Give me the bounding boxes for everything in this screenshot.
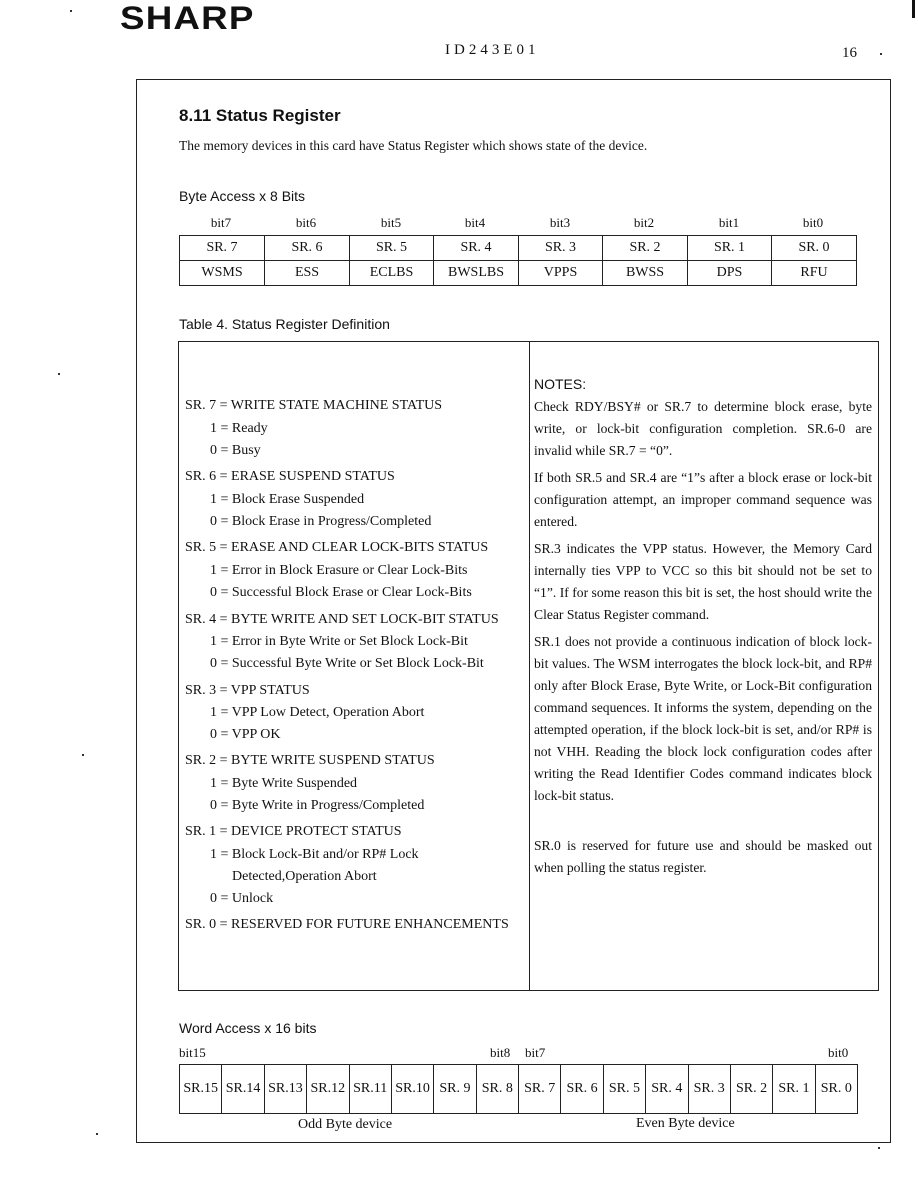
bit7-label: bit7	[525, 1045, 546, 1060]
definition-line: SR. 1 = DEVICE PROTECT STATUS	[185, 824, 402, 839]
register-cell: SR. 7	[180, 236, 265, 261]
word-register-cell: SR. 0	[815, 1065, 857, 1114]
definition-line: SR. 6 = ERASE SUSPEND STATUS	[185, 469, 395, 484]
odd-byte-label: Odd Byte device	[298, 1117, 393, 1132]
notes-title: NOTES:	[534, 376, 587, 392]
word-register-cell: SR. 7	[519, 1065, 561, 1114]
word-register-cell: SR.14	[222, 1065, 264, 1114]
definition-line: 0 = Successful Byte Write or Set Block Lock-Bit	[210, 656, 484, 671]
register-cell: SR. 5	[350, 236, 434, 261]
document-id: ID243E01	[445, 42, 540, 58]
word-register-cell: SR.12	[307, 1065, 349, 1114]
word-register-table	[179, 1064, 858, 1114]
register-name-cell: VPPS	[519, 261, 603, 286]
register-name-cell: ESS	[265, 261, 350, 286]
definition-line: 0 = Successful Block Erase or Clear Lock-Bits	[210, 585, 472, 600]
sharp-logo: SHARP	[120, 0, 255, 36]
section-title: 8.11 Status Register	[179, 106, 341, 125]
word-register-cell: SR.15	[180, 1065, 222, 1114]
definition-line: 0 = Byte Write in Progress/Completed	[210, 798, 425, 813]
definition-line: 0 = Busy	[210, 443, 261, 458]
register-name-cell: DPS	[688, 261, 772, 286]
word-register-cell: SR. 9	[434, 1065, 476, 1114]
scan-speck	[70, 10, 72, 12]
scan-speck	[82, 754, 84, 756]
table4-caption: Table 4. Status Register Definition	[179, 316, 390, 332]
definition-line: 0 = Block Erase in Progress/Completed	[210, 514, 432, 529]
word-register-cell: SR.10	[391, 1065, 433, 1114]
register-name-cell: BWSS	[603, 261, 688, 286]
note-paragraph: SR.1 does not provide a continuous indication of block lock-bit values. The WSM interrogates the block lock-bit, and RP# only after Block Erase, Byte Write, or Lock-Bit configuration command sequences. It informs the system, depending on the attempted operation, if the block lock-bit is set, and/or RP# is not VHH. Reading the block lock configuration codes after writing the Read Identifier Codes command indicates block lock-bit status.	[534, 634, 872, 803]
register-cell: SR. 4	[434, 236, 519, 261]
register-cell: SR. 6	[265, 236, 350, 261]
word-register-cell: SR. 4	[646, 1065, 688, 1114]
definition-line: SR. 3 = VPP STATUS	[185, 683, 310, 698]
register-name-cell: ECLBS	[350, 261, 434, 286]
word-register-cell: SR.13	[264, 1065, 306, 1114]
definition-line: 1 = Byte Write Suspended	[210, 776, 358, 791]
definition-line: 1 = VPP Low Detect, Operation Abort	[210, 705, 425, 720]
register-cell: SR. 2	[603, 236, 688, 261]
register-cell: SR. 3	[519, 236, 603, 261]
definition-line: SR. 4 = BYTE WRITE AND SET LOCK-BIT STATUS	[185, 612, 499, 627]
word-register-cell: SR. 3	[688, 1065, 730, 1114]
word-register-cell: SR. 6	[561, 1065, 603, 1114]
register-name-cell: BWSLBS	[434, 261, 519, 286]
register-name-cell: WSMS	[180, 261, 265, 286]
note-paragraph: If both SR.5 and SR.4 are “1”s after a block erase or lock-bit configuration attempt, an improper command sequence was entered.	[534, 470, 872, 529]
bit8-label: bit8	[490, 1045, 511, 1060]
register-name-cell: RFU	[772, 261, 857, 286]
byte-access-label: Byte Access x 8 Bits	[179, 188, 306, 204]
section-intro: The memory devices in this card have Status Register which shows state of the device.	[179, 138, 648, 153]
bit15-label: bit15	[179, 1045, 206, 1060]
definition-line: 1 = Ready	[210, 421, 268, 436]
definition-line: SR. 7 = WRITE STATE MACHINE STATUS	[185, 398, 443, 413]
definition-line: 1 = Block Erase Suspended	[210, 492, 365, 507]
bit-label: bit6	[295, 215, 317, 230]
bit0-label: bit0	[828, 1045, 849, 1060]
word-register-cell: SR.11	[349, 1065, 391, 1114]
bit-label: bit3	[549, 215, 571, 230]
note-paragraph: SR.0 is reserved for future use and should be masked out when polling the status register.	[534, 838, 872, 875]
bit-label: bit5	[380, 215, 402, 230]
definition-line: Detected,Operation Abort	[232, 869, 377, 884]
scan-speck	[878, 1147, 880, 1149]
bit-label: bit7	[210, 215, 232, 230]
even-byte-label: Even Byte device	[636, 1116, 735, 1131]
byte-register-table	[179, 235, 857, 286]
definition-line: SR. 0 = RESERVED FOR FUTURE ENHANCEMENTS	[185, 917, 509, 932]
word-access-label: Word Access x 16 bits	[179, 1020, 317, 1036]
word-register-cell: SR. 1	[773, 1065, 815, 1114]
definition-line: 1 = Block Lock-Bit and/or RP# Lock	[210, 847, 419, 862]
definition-line: 0 = Unlock	[210, 891, 274, 906]
bit-label: bit1	[718, 215, 740, 230]
page-number: 16	[842, 45, 857, 61]
scan-speck	[96, 1133, 98, 1135]
definition-line: SR. 5 = ERASE AND CLEAR LOCK-BITS STATUS	[185, 540, 489, 555]
register-cell: SR. 0	[772, 236, 857, 261]
note-paragraph: SR.3 indicates the VPP status. However, the Memory Card internally ties VPP to VCC so this bit should not be set to “1”. If for some reason this bit is set, the host should write the Clear Status Register command.	[534, 541, 872, 622]
bit-label: bit0	[802, 215, 824, 230]
word-register-cell: SR. 8	[476, 1065, 518, 1114]
word-register-cell: SR. 5	[603, 1065, 645, 1114]
scan-edge-mark	[912, 0, 915, 18]
definition-line: 0 = VPP OK	[210, 727, 281, 742]
bit-label: bit2	[633, 215, 655, 230]
word-register-cell: SR. 2	[730, 1065, 772, 1114]
register-cell: SR. 1	[688, 236, 772, 261]
definition-line: SR. 2 = BYTE WRITE SUSPEND STATUS	[185, 753, 435, 768]
definition-line: 1 = Error in Block Erasure or Clear Lock-Bits	[210, 563, 468, 578]
note-paragraph: Check RDY/BSY# or SR.7 to determine block erase, byte write, or lock-bit configuration completion. SR.6-0 are invalid while SR.7 = “0”.	[534, 399, 872, 458]
definition-line: 1 = Error in Byte Write or Set Block Lock-Bit	[210, 634, 468, 649]
column-divider	[529, 342, 530, 990]
scan-speck	[880, 53, 882, 55]
bit-label: bit4	[464, 215, 486, 230]
scan-speck	[58, 373, 60, 375]
